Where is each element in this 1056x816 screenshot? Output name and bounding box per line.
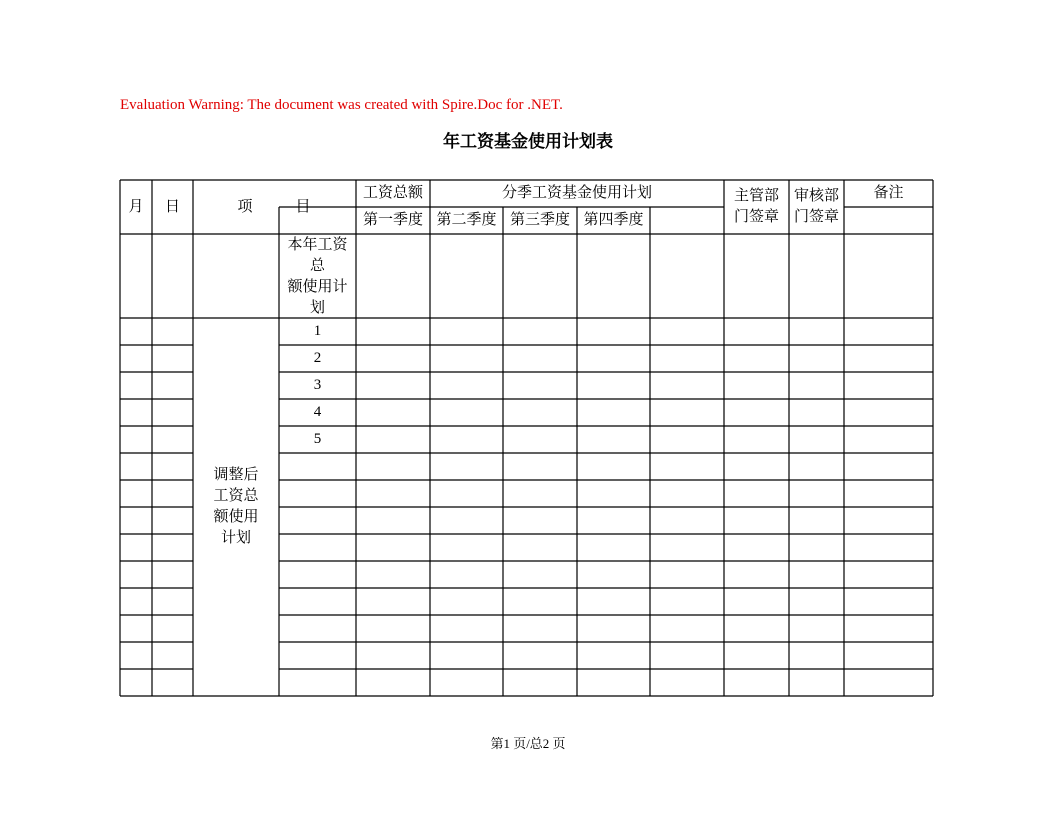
header-q4: 第四季度	[583, 212, 644, 228]
header-month: 月	[128, 199, 144, 215]
row-number: 1	[313, 323, 322, 339]
header-item-left: 项	[237, 199, 253, 215]
header-item-right: 目	[295, 199, 311, 215]
row-number: 4	[313, 404, 322, 420]
header-audit-sign: 审核部 门签章	[793, 188, 839, 225]
adjusted-plan-label: 调整后 工资总 额使用 计划	[213, 467, 259, 546]
page-footer: 第1 页/总2 页	[490, 736, 566, 751]
row-number: 3	[313, 377, 322, 393]
header-q1: 第一季度	[362, 212, 423, 228]
row-number: 5	[313, 431, 322, 447]
header-quarterly-plan: 分季工资基金使用计划	[501, 185, 652, 201]
header-q3: 第三季度	[509, 212, 570, 228]
evaluation-warning: Evaluation Warning: The document was created with Spire.Doc for .NET.	[120, 97, 563, 113]
annual-plan-label: 本年工资 总 额使用计 划	[287, 237, 348, 316]
header-q2: 第二季度	[436, 212, 497, 228]
header-day: 日	[164, 199, 180, 215]
header-dept-sign: 主管部 门签章	[733, 188, 779, 225]
document-title: 年工资基金使用计划表	[443, 132, 613, 151]
header-total: 工资总额	[362, 185, 423, 201]
row-number: 2	[313, 350, 322, 366]
header-remarks: 备注	[873, 185, 904, 201]
